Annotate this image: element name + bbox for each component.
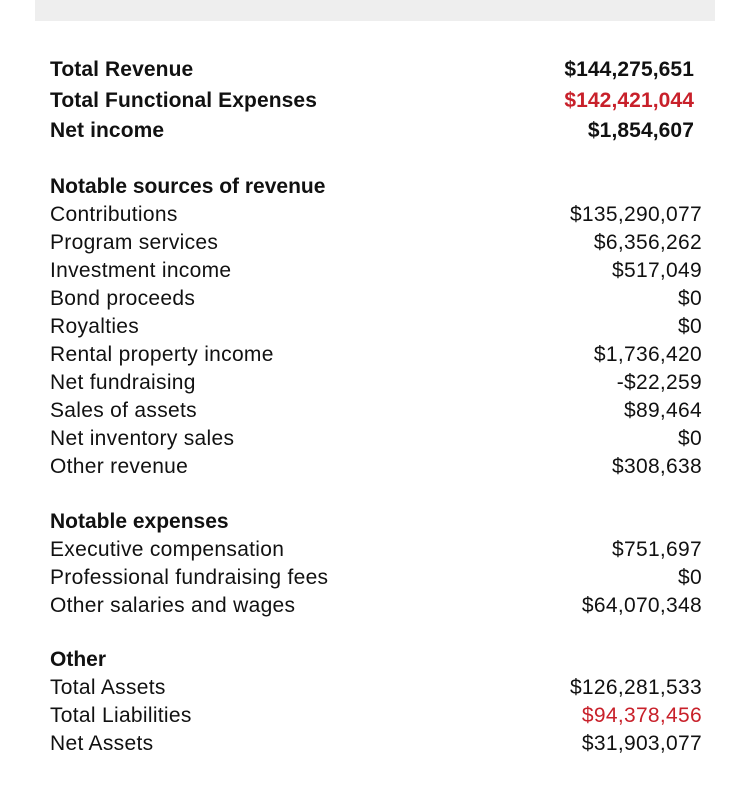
- expenses-section: [50, 508, 702, 620]
- row-value: $94,378,456: [581, 704, 702, 727]
- revenue-row-royalties: [50, 313, 702, 341]
- row-label: Sales of assets: [50, 399, 197, 422]
- section-title: Notable expenses: [50, 510, 229, 533]
- row-label: Total Liabilities: [50, 704, 192, 727]
- row-label: Total Assets: [50, 676, 166, 699]
- row-value: $0: [678, 315, 702, 338]
- other-row-net-assets: [50, 730, 702, 758]
- revenue-row-sales-of-assets: [50, 397, 702, 425]
- row-value: $0: [678, 566, 702, 589]
- row-label: Rental property income: [50, 343, 274, 366]
- top-bar: [35, 0, 715, 21]
- revenue-row-contributions: [50, 201, 702, 229]
- summary-row-net-income: [50, 119, 694, 150]
- row-label: Net fundraising: [50, 371, 196, 394]
- row-value: -$22,259: [616, 371, 702, 394]
- section-title: Other: [50, 648, 107, 671]
- revenue-row-net-fundraising: [50, 369, 702, 397]
- row-label: Net income: [50, 119, 165, 142]
- row-value: $126,281,533: [569, 676, 702, 699]
- row-value: $142,421,044: [564, 88, 694, 112]
- row-label: Professional fundraising fees: [50, 566, 329, 589]
- summary-row-total-revenue: [50, 58, 694, 89]
- other-section: [50, 646, 702, 758]
- row-label: Program services: [50, 231, 219, 254]
- row-label: Total Revenue: [50, 58, 194, 81]
- expense-row-other-salaries-and-wages: [50, 592, 702, 620]
- revenue-row-program-services: [50, 229, 702, 257]
- other-row-total-liabilities: [50, 702, 702, 730]
- row-label: Bond proceeds: [50, 287, 196, 310]
- row-value: $135,290,077: [569, 203, 702, 226]
- row-label: Investment income: [50, 259, 232, 282]
- row-value: $1,854,607: [587, 119, 694, 142]
- row-value: $6,356,262: [593, 231, 702, 254]
- revenue-section: [50, 173, 702, 481]
- row-label: Other revenue: [50, 455, 189, 478]
- revenue-row-bond-proceeds: [50, 285, 702, 313]
- row-value: $144,275,651: [564, 58, 694, 81]
- row-label: Other salaries and wages: [50, 594, 296, 617]
- row-label: Total Functional Expenses: [50, 88, 317, 112]
- revenue-row-net-inventory-sales: [50, 425, 702, 453]
- row-value: $1,736,420: [593, 343, 702, 366]
- expense-row-executive-compensation: [50, 536, 702, 564]
- row-value: $517,049: [612, 259, 702, 282]
- row-value: $0: [678, 287, 702, 310]
- row-label: Executive compensation: [50, 538, 285, 561]
- section-title: Notable sources of revenue: [50, 175, 326, 198]
- revenue-row-rental-property-income: [50, 341, 702, 369]
- expense-row-professional-fundraising-fees: [50, 564, 702, 592]
- summary-row-total-functional-expenses: [50, 89, 694, 120]
- row-value: $64,070,348: [581, 594, 702, 617]
- row-value: $31,903,077: [581, 732, 702, 755]
- other-row-total-assets: [50, 674, 702, 702]
- row-label: Net Assets: [50, 732, 154, 755]
- summary-block: [50, 58, 694, 150]
- row-value: $308,638: [612, 455, 702, 478]
- revenue-row-other-revenue: [50, 453, 702, 481]
- row-label: Net inventory sales: [50, 427, 235, 450]
- row-value: $751,697: [612, 538, 702, 561]
- row-value: $0: [678, 427, 702, 450]
- row-label: Contributions: [50, 203, 178, 226]
- row-value: $89,464: [623, 399, 702, 422]
- revenue-row-investment-income: [50, 257, 702, 285]
- row-label: Royalties: [50, 315, 140, 338]
